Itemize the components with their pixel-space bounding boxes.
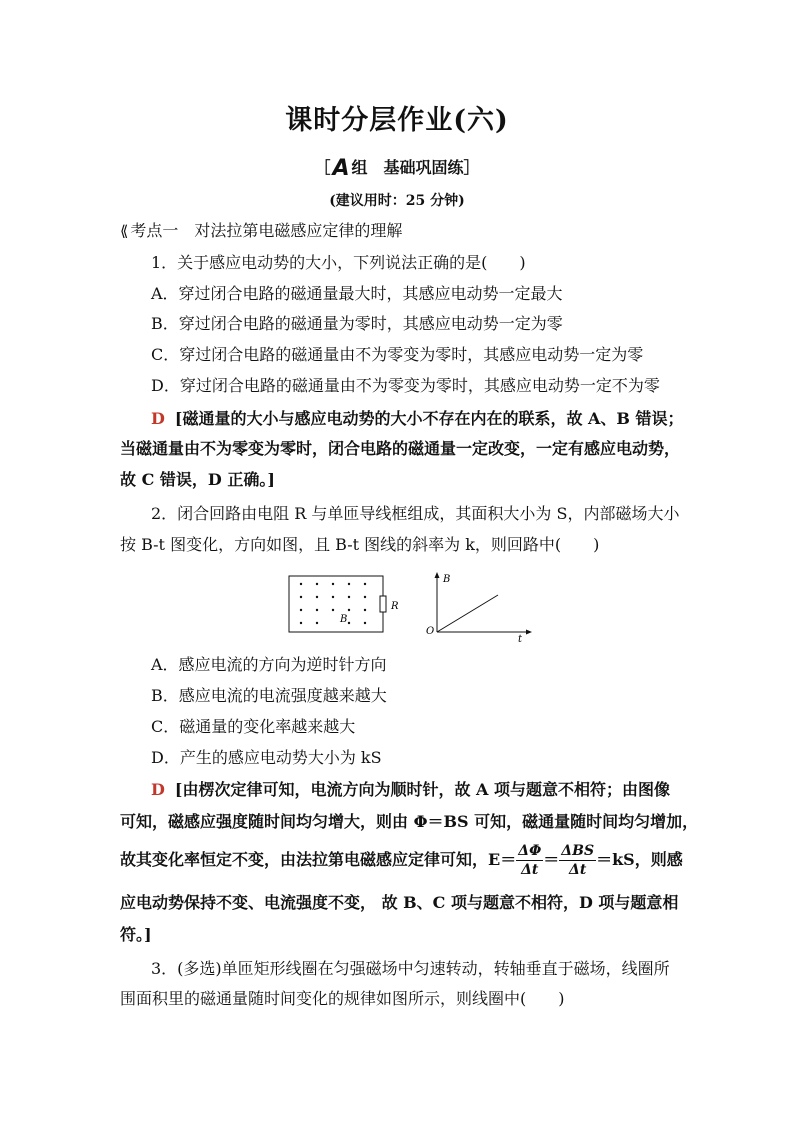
question-2-figure bbox=[285, 570, 535, 644]
question-2-solution-line-2: 可知，磁感应强度随时间均匀增大，则由 Φ＝BS 可知，磁通量随时间均匀增加， bbox=[120, 812, 699, 831]
resistor bbox=[380, 596, 386, 612]
knowledge-point-heading bbox=[120, 220, 680, 242]
x-axis-arrow bbox=[526, 630, 532, 635]
fraction-dphi-dt: $\frac{\Delta\Phi}{\Delta t}$ bbox=[518, 843, 542, 878]
page-title: 课时分层作业(六) bbox=[285, 105, 509, 136]
fraction-dbs-dt: $\frac{\text{ΔBS}}{\Delta t}$ bbox=[561, 843, 595, 878]
question-1-solution-line-2: 当磁通量由不为零变为零时，闭合电路的磁通量一定改变，一定有感应电动势， bbox=[120, 439, 681, 458]
question-1-option-d: D．穿过闭合电路的磁通量由不为零变为零时，其感应电动势一定不为零 bbox=[151, 376, 660, 395]
question-2-solution-line-1: D [由楞次定律可知，电流方向为顺时针，故 A 项与题意不相符；由图像 bbox=[151, 780, 671, 799]
question-1-solution-line-3: 故 C 错误，D 正确。] bbox=[120, 470, 275, 489]
question-2-answer: D bbox=[151, 780, 165, 799]
origin-label: O bbox=[426, 626, 435, 637]
knowledge-point-text: 对法拉第电磁感应定律的理解 bbox=[194, 221, 403, 240]
resistor-label: R bbox=[391, 601, 399, 612]
knowledge-point-label: 考点一 bbox=[130, 221, 179, 240]
field-label: B bbox=[340, 614, 348, 625]
group-heading: ［A 组 基础巩固练］ bbox=[314, 156, 480, 181]
question-2-solution-line-4: 应电动势保持不变、电流强度不变， 故 B、C 项与题意不相符，D 项与题意相 bbox=[120, 893, 679, 912]
question-2-solution-line-3: 故其变化率恒定不变，由法拉第电磁感应定律可知，E＝ $\frac{\Delta\Phi}{\Delta t}$ ＝ $\frac{\text{ΔBS}}{\Delta t}$ ＝kS，则感 bbox=[120, 843, 683, 878]
question-2-option-d: D．产生的感应电动势大小为 kS bbox=[151, 748, 382, 767]
question-1-option-a: A．穿过闭合电路的磁通量最大时，其感应电动势一定最大 bbox=[151, 284, 563, 303]
y-axis-label: B bbox=[443, 574, 451, 585]
question-3-stem-line-2: 围面积里的磁通量随时间变化的规律如图所示，则线圈中( ) bbox=[120, 989, 565, 1008]
question-2-stem-line-2: 按 B-t 图变化，方向如图，且 B-t 图线的斜率为 k，则回路中( ) bbox=[120, 535, 600, 554]
question-2-stem-line-1: 2．闭合回路由电阻 R 与单匝导线框组成，其面积大小为 S，内部磁场大小 bbox=[151, 504, 680, 523]
group-letter: A bbox=[332, 156, 350, 181]
question-3-stem-line-1: 3．(多选)单匝矩形线圈在匀强磁场中匀速转动，转轴垂直于磁场，线圈所 bbox=[151, 959, 670, 978]
question-1-option-b: B．穿过闭合电路的磁通量为零时，其感应电动势一定为零 bbox=[151, 314, 563, 333]
question-1-solution-line-1: D [磁通量的大小与感应电动势的大小不存在内在的联系，故 A、B 错误； bbox=[151, 409, 684, 428]
question-2-option-b: B．感应电流的电流强度越来越大 bbox=[151, 686, 387, 705]
question-2-option-a: A．感应电流的方向为逆时针方向 bbox=[151, 655, 387, 674]
y-axis-arrow bbox=[435, 572, 440, 578]
question-1-stem: 1．关于感应电动势的大小，下列说法正确的是( ) bbox=[151, 253, 526, 272]
field-frame bbox=[289, 576, 383, 632]
x-axis-label: t bbox=[518, 634, 523, 644]
knowledge-point-icon: ⟪ bbox=[120, 222, 129, 240]
bt-line bbox=[437, 595, 498, 632]
group-suffix: 组 bbox=[351, 158, 368, 177]
field-dots bbox=[300, 583, 366, 624]
question-2-option-c: C．磁通量的变化率越来越大 bbox=[151, 717, 356, 736]
question-1-answer: D bbox=[151, 409, 165, 428]
time-note: (建议用时：25 分钟) bbox=[329, 193, 465, 209]
bt-graph bbox=[426, 572, 532, 644]
question-1-option-c: C．穿过闭合电路的磁通量由不为零变为零时，其感应电动势一定为零 bbox=[151, 345, 644, 364]
group-name: 基础巩固练 bbox=[383, 158, 464, 177]
question-2-solution-line-5: 符。] bbox=[120, 925, 152, 944]
